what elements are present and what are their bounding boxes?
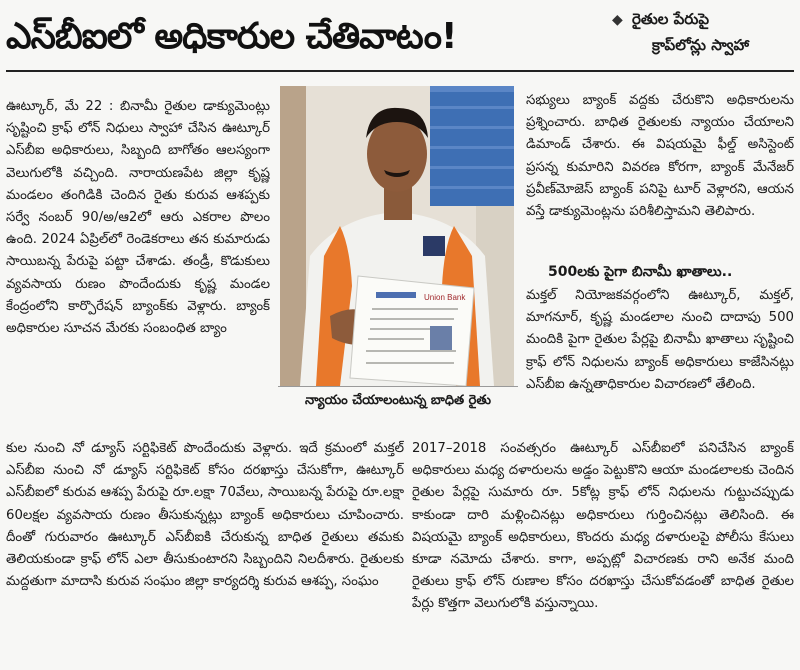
article-column-3-continued — [526, 285, 794, 435]
article-paragraph: కుల నుంచి నో డ్యూస్ సర్టిఫికెట్ పొందేందుకు వెళ్లారు. ఇదే క్రమంలో మక్తల్ ఎస్‌బీఐ నుంచి నో డ్యూస్ సర్టిఫికెట్ కోసం దరఖాస్తు చేసుకోగా, ఊట్కూర్ ఎస్‌బీఐలో కురువ ఆశప్ప పేరుపై రూ.లక్షా 70వేలు, సాయిబన్న పేరుపై రూ.లక్షా 60లక్షల వ్యవసాయ రుణం తీసుకున్నట్లు బ్యాంక్ అధికారులు చూపించారు. దీంతో గురువారం ఊట్కూర్ ఎస్‌బీఐకి చేరుకున్న బాధిత రైతులు తమకు తెలియకుండా క్రాఫ్ లోన్ ఎలా తీసుకుంటారని సిబ్బందిని నిలదీశారు. రైతులకు మద్దతుగా మాదాసి కురువ సంఘం జిల్లా కార్యదర్శి కురువ ఆశప్ప, సంఘం — [6, 441, 404, 590]
caption-divider — [278, 386, 518, 387]
article-column-1 — [6, 96, 270, 422]
article-paragraph: సభ్యులు బ్యాంక్ వద్దకు చేరుకొని అధికారులను ప్రశ్నించారు. బాధిత రైతులకు న్యాయం చేయాలని డిమాండ్ చేశారు. ఈ విషయమై ఫీల్డ్ అసిస్టెంట్ ప్రసన్న కుమారిని వివరణ కోరగా, బ్యాంక్ మేనేజర్ ప్రవీణ్‌మోజెస్ బ్యాంక్ పనిపై టూర్ వెళ్లారని, ఆయన వస్తే డాక్యుమెంట్లను పరిశీలిస్తామని తెలిపారు. — [526, 93, 794, 220]
headline-rule — [6, 70, 794, 72]
teaser-line-2: క్రాప్‌లోన్లు స్వాహా — [652, 36, 750, 54]
document-bank-name: Union Bank — [424, 293, 466, 302]
article-column-3 — [526, 90, 794, 262]
farmer-photo — [280, 86, 514, 386]
article-paragraph: ఊట్కూర్, మే 22 : బినామీ రైతుల డాక్యుమెంట్లు సృష్టించి క్రాఫ్ లోన్ నిధులు స్వాహా చేసిన ఊట్కూర్ ఎస్‌బీఐ అధికారులు, సిబ్బంది బాగోతం ఆలస్యంగా వెలుగులోకి వచ్చింది. నారాయణపేట జిల్లా కృష్ణ మండలం తంగిడికి చెందిన రైతు కురువ ఆశప్పకు సర్వే నంబర్ 90/అ/ఆ2లో ఆరు ఎకరాల పొలం ఉంది. 2024 ఏప్రిల్‌లో రెండెకరాలు తన కుమారుడు సాయిబన్న పేరుపై పట్టా చేశాడు. తండ్రీ, కొడుకులు వ్యవసాయ రుణం పొందేందుకు కృష్ణ మండల కేంద్రంలోని కార్పొరేషన్ బ్యాంక్‌కు వెళ్లారు. బ్యాంక్ అధికారుల సూచన మేరకు సంబంధిత బ్యాం — [6, 99, 270, 337]
article-paragraph: 2017–2018 సంవత్సరం ఊట్కూర్ ఎస్‌బీఐలో పనిచేసిన బ్యాంక్ అధికారులు మధ్య దళారులను అడ్డం పెట్టుకొని ఆయా మండలాలకు చెందిన రైతుల పేర్లపై సుమారు రూ. 5కోట్ల క్రాఫ్ లోన్ నిధులను గుట్టుచప్పుడు కాకుండా దారి మళ్లించినట్లు అధికారులు గుర్తించినట్లు తెలిసింది. ఈ విషయమై బ్యాంక్ అధికారులు, కొందరు మధ్య దళారులపై పోలీసు కేసులు కూడా నమోదు చేశారు. కాగా, అప్పట్లో విచారణకు రాని అనేక మంది రైతులు క్రాఫ్ లోన్ రుణాల కోసం దరఖాస్తు చేసుకోవడంతో బాధిత రైతుల పేర్లు కొత్తగా వెలుగులోకి వస్తున్నాయి. — [412, 441, 794, 612]
article-bottom-left — [6, 438, 404, 654]
farmer-photo-illustration — [280, 86, 514, 386]
photo-caption: న్యాయం చేయాలంటున్న బాధిత రైతు — [305, 393, 491, 408]
headline: ఎస్‌బీఐలో అధికారుల చేతివాటం! — [6, 16, 457, 57]
diamond-icon: ◆ — [612, 12, 623, 28]
side-teaser — [612, 4, 796, 62]
subheading: 500లకు పైగా బినామీ ఖాతాలు.. — [548, 264, 733, 280]
article-bottom-right — [412, 438, 794, 654]
article-paragraph: మక్తల్ నియోజకవర్గంలోని ఊట్కూర్, మక్తల్, మాగనూర్, కృష్ణ మండలాల నుంచి దాదాపు 500 మందికి పైగా రైతుల పేర్లపై బినామీ ఖాతాలు సృష్టించి క్రాఫ్ లోన్ నిధులను బ్యాంక్ అధికారులు కాజేసినట్లు ఎస్‌బీఐ ఉన్నతాధికారుల విచారణలో తేలింది. — [526, 288, 794, 392]
teaser-line-1: రైతుల పేరుపై — [632, 10, 710, 28]
